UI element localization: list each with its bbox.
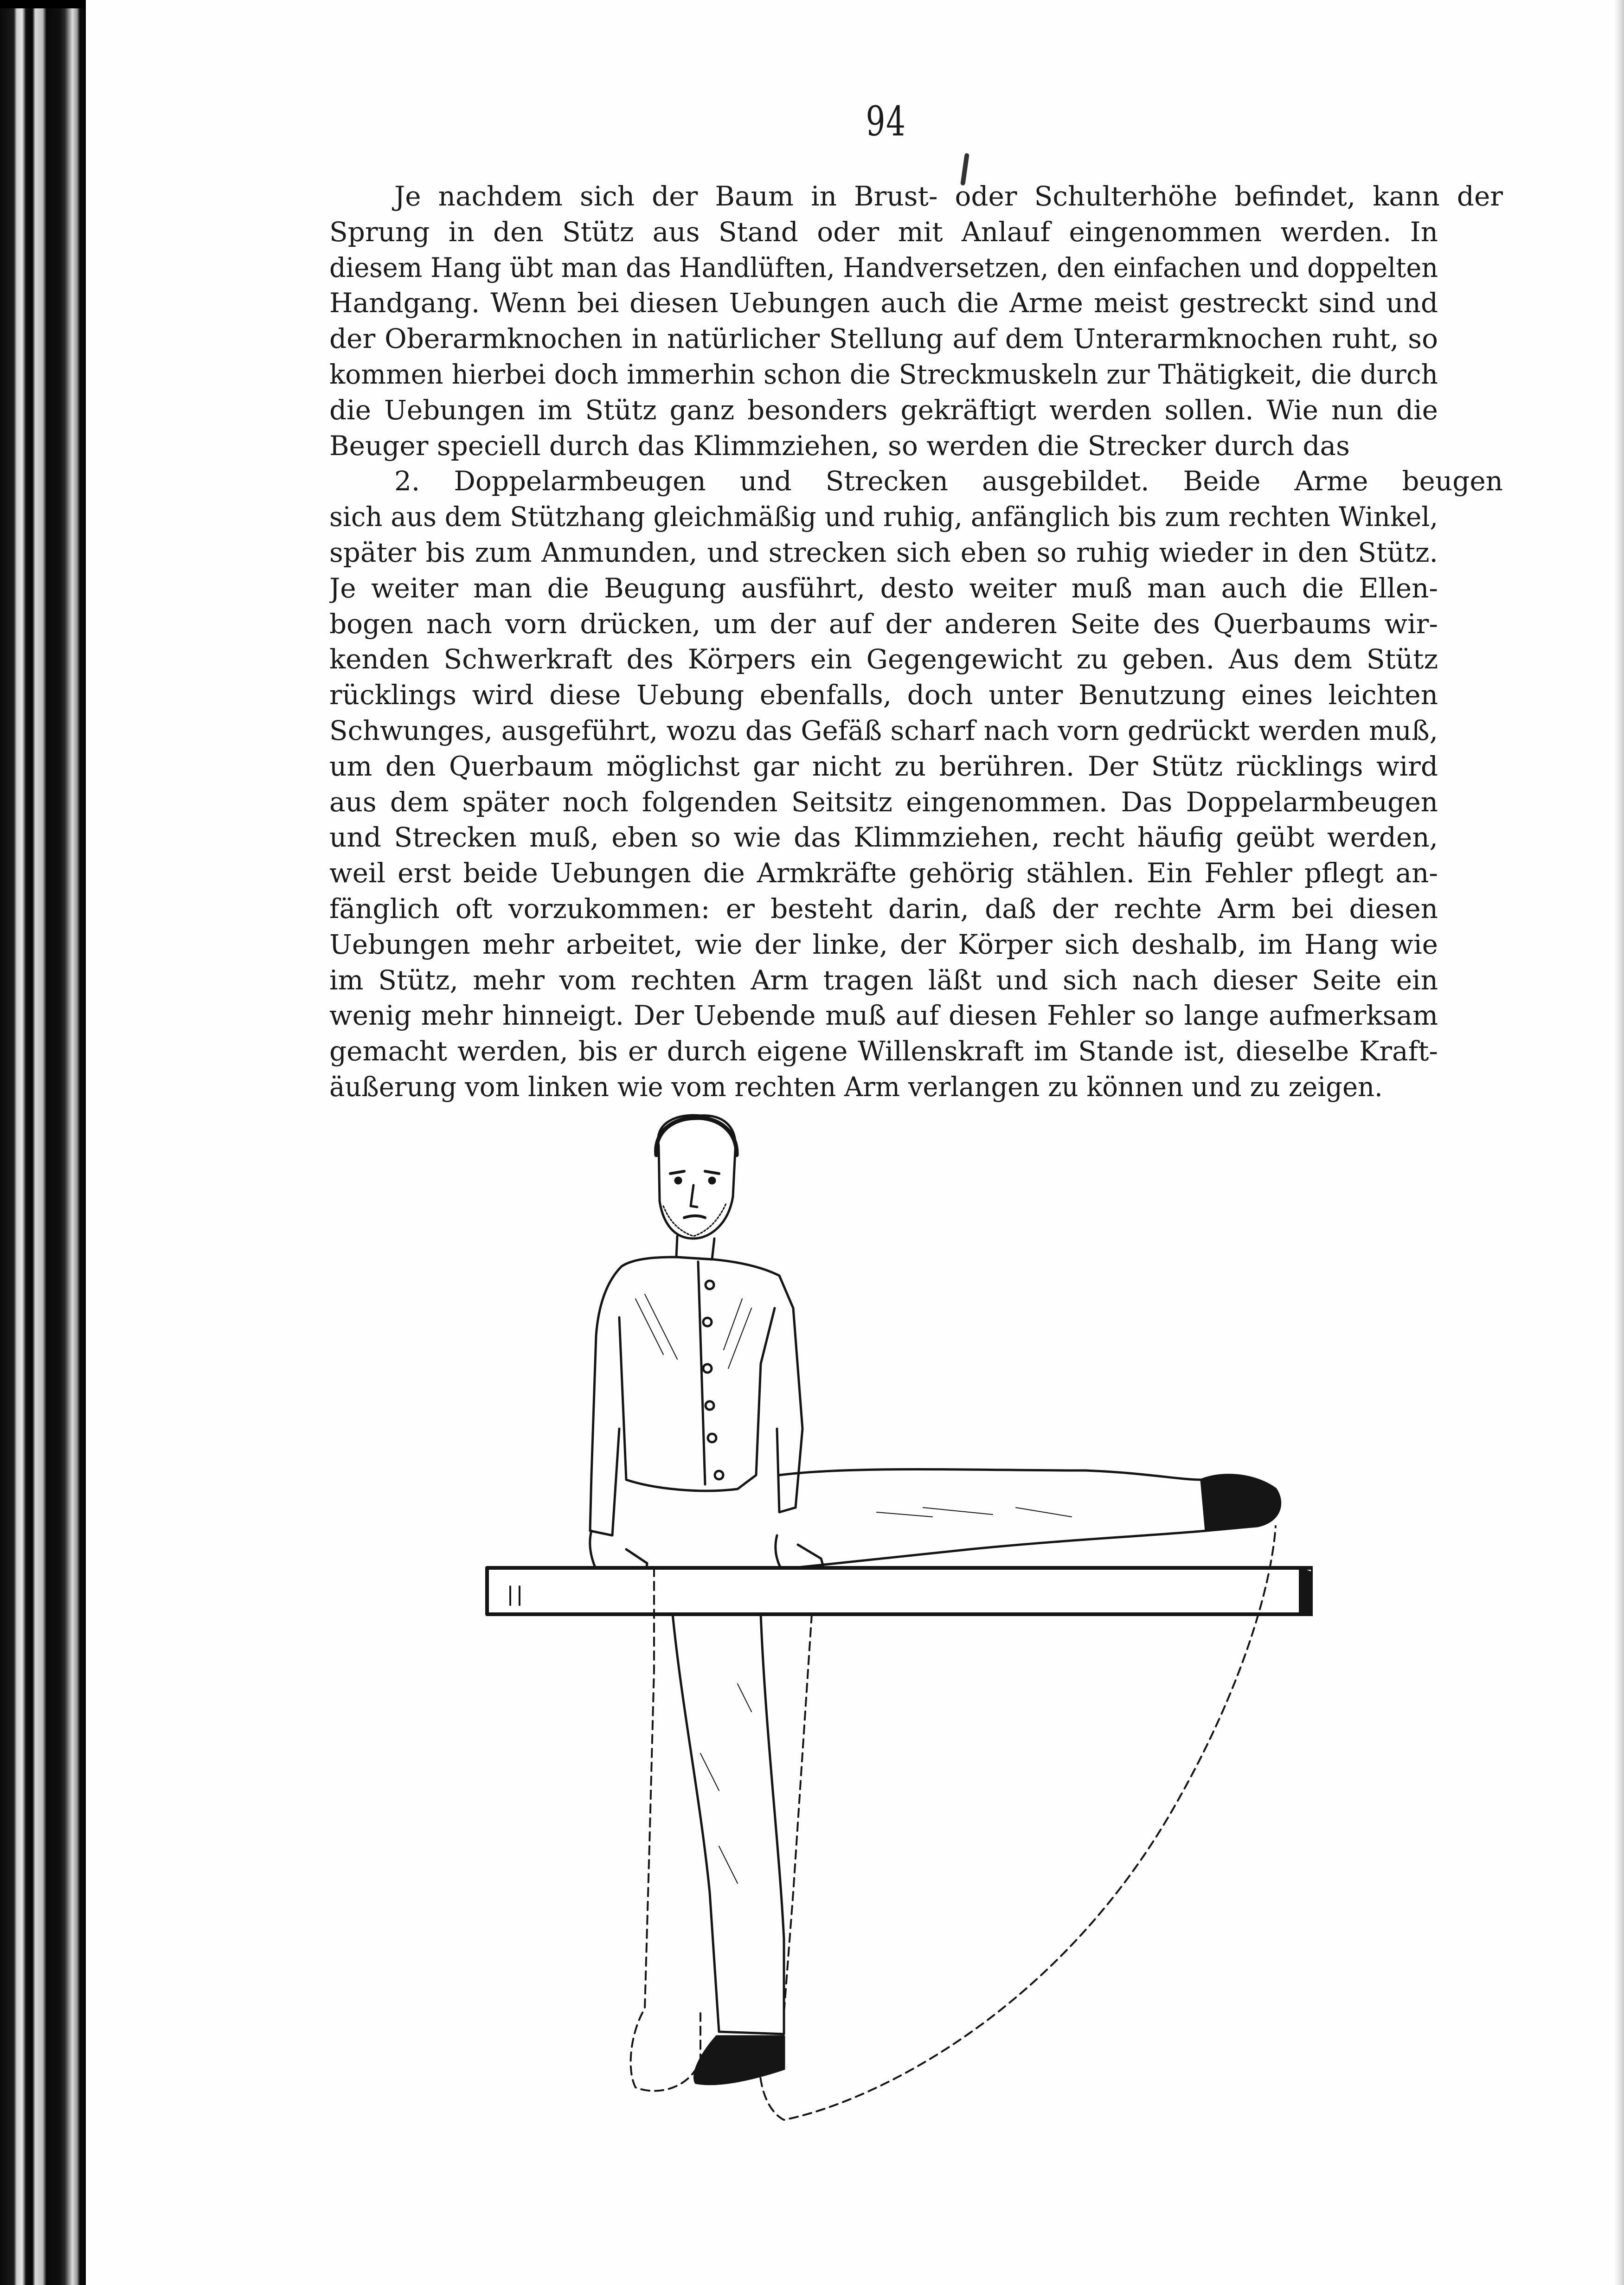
text-line: Schwunges, ausgeführt, wozu das Gefäß scharf nach vorn gedrückt werden muß, — [329, 714, 1438, 746]
body-text — [329, 179, 1503, 1105]
gymnast-on-beam-illustration — [459, 1104, 1313, 2125]
text-line: Je nachdem sich der Baum in Brust- oder Schulterhöhe befindet, kann der — [394, 180, 1503, 212]
text-line: später bis zum Anmunden, und strecken sich eben so ruhig wieder in den Stütz. — [329, 536, 1438, 568]
text-line: im Stütz, mehr vom rechten Arm tragen läßt und sich nach dieser Seite ein — [329, 964, 1438, 996]
text-line: äußerung vom linken wie vom rechten Arm verlangen zu können und zu zeigen. — [329, 1071, 1383, 1103]
text-line: um den Querbaum möglichst gar nicht zu berühren. Der Stütz rücklings wird — [329, 750, 1438, 782]
standing-leg — [673, 1614, 784, 2084]
text-line: kenden Schwerkraft des Körpers ein Gegengewicht zu geben. Aus dem Stütz — [329, 643, 1438, 675]
text-line: aus dem später noch folgenden Seitsitz eingenommen. Das Doppelarmbeugen — [329, 786, 1438, 818]
text-line: 2. Doppelarmbeugen und Strecken ausgebildet. Beide Arme beugen — [394, 465, 1503, 497]
text-line: Sprung in den Stütz aus Stand oder mit Anlauf eingenommen werden. In — [329, 216, 1438, 248]
book-binding — [0, 0, 86, 2285]
text-line: Je weiter man die Beugung ausführt, desto weiter muß man auch die Ellen- — [329, 572, 1438, 604]
head — [656, 1115, 737, 1239]
text-line: Uebungen mehr arbeitet, wie der linke, der Körper sich deshalb, im Hang wie — [329, 928, 1438, 960]
text-line: sich aus dem Stützhang gleichmäßig und ruhig, anfänglich bis zum rechten Winkel, — [329, 501, 1438, 533]
text-line: Beuger speciell durch das Klimmziehen, so werden die Strecker durch das — [329, 430, 1350, 462]
text-line: kommen hierbei doch immerhin schon die Streckmuskeln zur Thätigkeit, die durch — [329, 358, 1438, 390]
text-line: bogen nach vorn drücken, um der auf der anderen Seite des Querbaums wir- — [329, 608, 1438, 640]
text-line: fänglich oft vorzukommen: er besteht darin, daß der rechte Arm bei diesen — [329, 892, 1438, 924]
text-line: weil erst beide Uebungen die Armkräfte gehörig stählen. Ein Fehler pflegt an- — [329, 857, 1438, 889]
text-line: wenig mehr hinneigt. Der Uebende muß auf diesen Fehler so lange aufmerksam — [329, 1000, 1438, 1032]
page-right-edge — [1614, 0, 1624, 2285]
text-line: und Strecken muß, eben so wie das Klimmziehen, recht häufig geübt werden, — [329, 822, 1438, 854]
text-line: Handgang. Wenn bei diesen Uebungen auch die Arme meist gestreckt sind und — [329, 287, 1438, 319]
page-number: 94 — [866, 97, 906, 145]
jacket — [590, 1236, 802, 1535]
text-line: gemacht werden, bis er durch eigene Willenskraft im Stande ist, dieselbe Kraft- — [329, 1035, 1438, 1067]
swung-leg — [779, 1470, 1280, 1568]
beam — [487, 1568, 1313, 1614]
text-line: diesem Hang übt man das Handlüften, Handversetzen, den einfachen und doppelten — [329, 251, 1438, 283]
text-line: die Uebungen im Stütz ganz besonders gekräftigt werden sollen. Wie nun die — [329, 394, 1438, 426]
text-line: rücklings wird diese Uebung ebenfalls, doch unter Benutzung eines leichten — [329, 679, 1438, 711]
text-line: der Oberarmknochen in natürlicher Stellung auf dem Unterarmknochen ruht, so — [329, 323, 1438, 355]
